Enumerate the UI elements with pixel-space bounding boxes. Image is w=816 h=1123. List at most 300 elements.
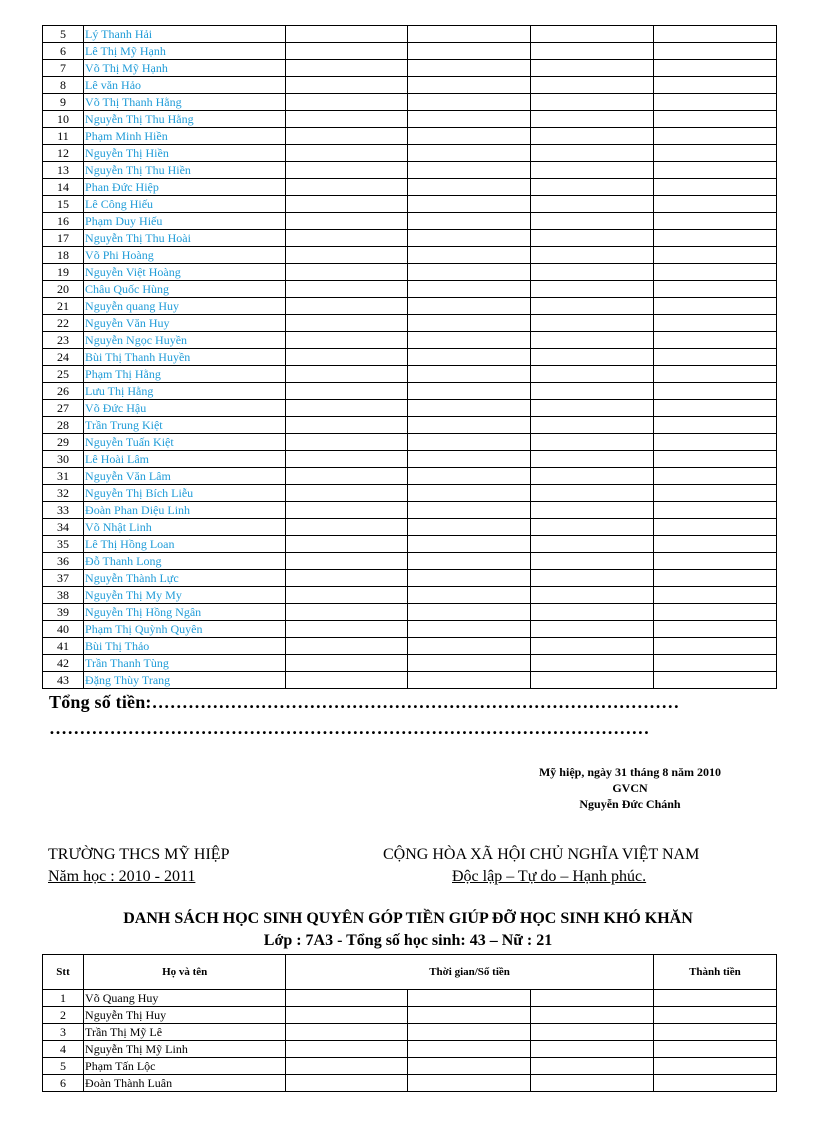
table-row: [43, 638, 777, 655]
row-amount-cell[interactable]: [530, 1041, 653, 1058]
row-amount-cell[interactable]: [286, 264, 408, 281]
row-amount-cell[interactable]: [530, 213, 653, 230]
row-stt: 28: [43, 417, 84, 434]
row-stt: 39: [43, 604, 84, 621]
row-stt: 23: [43, 332, 84, 349]
row-student-name: Nguyễn Thị Thu Hoài: [84, 230, 286, 247]
row-total-cell[interactable]: [653, 230, 776, 247]
row-amount-cell[interactable]: [286, 128, 408, 145]
table-row: [43, 230, 777, 247]
row-amount-cell[interactable]: [286, 111, 408, 128]
row-total-cell[interactable]: [653, 1058, 776, 1075]
row-amount-cell[interactable]: [530, 349, 653, 366]
row-student-name: Phan Đức Hiệp: [84, 179, 286, 196]
row-stt: 32: [43, 485, 84, 502]
row-student-name: Nguyễn Thị Thu Hằng: [84, 111, 286, 128]
row-total-cell[interactable]: [653, 655, 776, 672]
row-amount-cell[interactable]: [408, 383, 530, 400]
row-amount-cell[interactable]: [286, 94, 408, 111]
row-stt: 40: [43, 621, 84, 638]
row-student-name: Lê Công Hiếu: [84, 196, 286, 213]
row-student-name: Võ Thị Thanh Hằng: [84, 94, 286, 111]
row-amount-cell[interactable]: [286, 587, 408, 604]
row-total-cell[interactable]: [653, 43, 776, 60]
table-row: [43, 1075, 777, 1092]
row-student-name: Trần Thanh Tùng: [84, 655, 286, 672]
row-stt: 3: [43, 1024, 84, 1041]
row-amount-cell[interactable]: [286, 247, 408, 264]
row-stt: 38: [43, 587, 84, 604]
table-row: [43, 332, 777, 349]
row-amount-cell[interactable]: [286, 213, 408, 230]
table-row: [43, 179, 777, 196]
table-row: [43, 621, 777, 638]
row-stt: 43: [43, 672, 84, 689]
row-amount-cell[interactable]: [286, 417, 408, 434]
row-amount-cell[interactable]: [286, 298, 408, 315]
table-row: [43, 570, 777, 587]
row-amount-cell[interactable]: [530, 434, 653, 451]
row-amount-cell[interactable]: [530, 468, 653, 485]
row-amount-cell[interactable]: [286, 196, 408, 213]
row-amount-cell[interactable]: [408, 655, 530, 672]
row-amount-cell[interactable]: [286, 1075, 408, 1092]
table-row: [43, 655, 777, 672]
row-stt: 4: [43, 1041, 84, 1058]
row-amount-cell[interactable]: [530, 281, 653, 298]
row-amount-cell[interactable]: [286, 26, 408, 43]
total-amount-line: Tổng số tiền:……………………………………………………………………………: [49, 692, 680, 712]
row-amount-cell[interactable]: [286, 434, 408, 451]
row-amount-cell[interactable]: [530, 196, 653, 213]
row-amount-cell[interactable]: [408, 128, 530, 145]
row-amount-cell[interactable]: [286, 281, 408, 298]
row-amount-cell[interactable]: [286, 1024, 408, 1041]
row-amount-cell[interactable]: [286, 349, 408, 366]
row-amount-cell[interactable]: [408, 502, 530, 519]
row-stt: 36: [43, 553, 84, 570]
table-header-row: [43, 955, 777, 990]
row-total-cell[interactable]: [653, 111, 776, 128]
row-amount-cell[interactable]: [286, 179, 408, 196]
table-row: [43, 400, 777, 417]
student-list-table: [42, 954, 777, 1092]
row-amount-cell[interactable]: [286, 638, 408, 655]
table-row: [43, 196, 777, 213]
row-stt: 8: [43, 77, 84, 94]
row-amount-cell[interactable]: [530, 502, 653, 519]
row-amount-cell[interactable]: [286, 60, 408, 77]
table-row: [43, 247, 777, 264]
table-row: [43, 128, 777, 145]
row-amount-cell[interactable]: [408, 145, 530, 162]
row-amount-cell[interactable]: [530, 315, 653, 332]
row-total-cell[interactable]: [653, 451, 776, 468]
row-amount-cell[interactable]: [530, 77, 653, 94]
row-amount-cell[interactable]: [530, 230, 653, 247]
row-amount-cell[interactable]: [408, 434, 530, 451]
row-stt: 29: [43, 434, 84, 451]
row-amount-cell[interactable]: [408, 196, 530, 213]
row-student-name: Phạm Duy Hiếu: [84, 213, 286, 230]
row-total-cell[interactable]: [653, 1007, 776, 1024]
row-amount-cell[interactable]: [408, 60, 530, 77]
row-stt: 25: [43, 366, 84, 383]
row-total-cell[interactable]: [653, 281, 776, 298]
row-stt: 6: [43, 43, 84, 60]
table-row: [43, 990, 777, 1007]
table-row: [43, 1007, 777, 1024]
row-amount-cell[interactable]: [408, 485, 530, 502]
row-amount-cell[interactable]: [286, 145, 408, 162]
row-stt: 18: [43, 247, 84, 264]
row-amount-cell[interactable]: [408, 298, 530, 315]
column-header-time-money: Thời gian/Số tiền: [286, 955, 653, 990]
row-total-cell[interactable]: [653, 587, 776, 604]
row-student-name: Nguyễn Văn Huy: [84, 315, 286, 332]
row-total-cell[interactable]: [653, 672, 776, 689]
row-amount-cell[interactable]: [530, 638, 653, 655]
table-row: [43, 451, 777, 468]
row-amount-cell[interactable]: [286, 315, 408, 332]
row-amount-cell[interactable]: [530, 655, 653, 672]
row-amount-cell[interactable]: [408, 1007, 530, 1024]
row-student-name: Nguyễn Thị Bích Liễu: [84, 485, 286, 502]
row-student-name: Châu Quốc Hùng: [84, 281, 286, 298]
student-list-body: [43, 26, 777, 689]
row-amount-cell[interactable]: [408, 451, 530, 468]
row-amount-cell[interactable]: [286, 383, 408, 400]
row-total-cell[interactable]: [653, 485, 776, 502]
row-amount-cell[interactable]: [408, 281, 530, 298]
row-amount-cell[interactable]: [286, 604, 408, 621]
row-amount-cell[interactable]: [530, 587, 653, 604]
row-amount-cell[interactable]: [408, 468, 530, 485]
row-stt: 34: [43, 519, 84, 536]
row-amount-cell[interactable]: [408, 179, 530, 196]
row-total-cell[interactable]: [653, 604, 776, 621]
row-student-name: Nguyễn Ngọc Huyền: [84, 332, 286, 349]
row-total-cell[interactable]: [653, 1024, 776, 1041]
table-row: [43, 417, 777, 434]
row-amount-cell[interactable]: [530, 1007, 653, 1024]
row-student-name: Võ Thị Mỹ Hạnh: [84, 60, 286, 77]
row-amount-cell[interactable]: [408, 94, 530, 111]
row-amount-cell[interactable]: [286, 621, 408, 638]
row-total-cell[interactable]: [653, 990, 776, 1007]
row-stt: 27: [43, 400, 84, 417]
row-amount-cell[interactable]: [286, 77, 408, 94]
row-stt: 11: [43, 128, 84, 145]
row-total-cell[interactable]: [653, 621, 776, 638]
row-total-cell[interactable]: [653, 247, 776, 264]
row-student-name: Võ Phi Hoàng: [84, 247, 286, 264]
row-student-name: Đặng Thùy Trang: [84, 672, 286, 689]
row-amount-cell[interactable]: [530, 298, 653, 315]
table-row: [43, 26, 777, 43]
row-amount-cell[interactable]: [408, 1058, 530, 1075]
row-amount-cell[interactable]: [530, 400, 653, 417]
column-header-name: Họ và tên: [84, 955, 286, 990]
row-student-name: Phạm Thị Hằng: [84, 366, 286, 383]
document-title: DANH SÁCH HỌC SINH QUYÊN GÓP TIỀN GIÚP ĐỠ HỌC SINH KHÓ KHĂN: [123, 910, 693, 927]
row-stt: 5: [43, 1058, 84, 1075]
row-amount-cell[interactable]: [530, 536, 653, 553]
row-amount-cell[interactable]: [408, 536, 530, 553]
row-amount-cell[interactable]: [408, 519, 530, 536]
row-stt: 5: [43, 26, 84, 43]
row-stt: 9: [43, 94, 84, 111]
row-amount-cell[interactable]: [286, 451, 408, 468]
row-stt: 42: [43, 655, 84, 672]
row-amount-cell[interactable]: [408, 26, 530, 43]
row-amount-cell[interactable]: [408, 400, 530, 417]
row-amount-cell[interactable]: [530, 417, 653, 434]
row-total-cell[interactable]: [653, 332, 776, 349]
row-student-name: Nguyễn Thị Mỹ Linh: [84, 1041, 286, 1058]
row-amount-cell[interactable]: [286, 1041, 408, 1058]
row-amount-cell[interactable]: [530, 383, 653, 400]
row-total-cell[interactable]: [653, 26, 776, 43]
row-student-name: Lê Hoài Lâm: [84, 451, 286, 468]
row-amount-cell[interactable]: [286, 485, 408, 502]
row-amount-cell[interactable]: [408, 417, 530, 434]
row-stt: 37: [43, 570, 84, 587]
row-stt: 12: [43, 145, 84, 162]
row-amount-cell[interactable]: [408, 264, 530, 281]
row-total-cell[interactable]: [653, 434, 776, 451]
row-student-name: Đoàn Thành Luân: [84, 1075, 286, 1092]
row-stt: 33: [43, 502, 84, 519]
row-amount-cell[interactable]: [530, 145, 653, 162]
row-total-cell[interactable]: [653, 1075, 776, 1092]
row-amount-cell[interactable]: [408, 332, 530, 349]
row-amount-cell[interactable]: [408, 43, 530, 60]
row-amount-cell[interactable]: [286, 536, 408, 553]
row-amount-cell[interactable]: [408, 587, 530, 604]
row-amount-cell[interactable]: [286, 230, 408, 247]
table-row: [43, 587, 777, 604]
row-student-name: Lý Thanh Hải: [84, 26, 286, 43]
row-total-cell[interactable]: [653, 570, 776, 587]
row-student-name: Đoàn Phan Diệu Linh: [84, 502, 286, 519]
row-total-cell[interactable]: [653, 553, 776, 570]
row-total-cell[interactable]: [653, 638, 776, 655]
row-stt: 30: [43, 451, 84, 468]
row-amount-cell[interactable]: [408, 553, 530, 570]
row-total-cell[interactable]: [653, 298, 776, 315]
row-amount-cell[interactable]: [408, 366, 530, 383]
row-student-name: Nguyễn Thành Lực: [84, 570, 286, 587]
row-amount-cell[interactable]: [286, 366, 408, 383]
row-stt: 17: [43, 230, 84, 247]
row-amount-cell[interactable]: [530, 485, 653, 502]
table-row: [43, 536, 777, 553]
row-student-name: Nguyễn Thị Hồng Ngân: [84, 604, 286, 621]
row-amount-cell[interactable]: [530, 451, 653, 468]
row-total-cell[interactable]: [653, 179, 776, 196]
row-total-cell[interactable]: [653, 502, 776, 519]
row-student-name: Võ Quang Huy: [84, 990, 286, 1007]
row-amount-cell[interactable]: [530, 553, 653, 570]
row-student-name: Nguyễn Văn Lâm: [84, 468, 286, 485]
row-amount-cell[interactable]: [286, 502, 408, 519]
table-row: [43, 94, 777, 111]
table-row: [43, 145, 777, 162]
row-student-name: Nguyễn Thị Huy: [84, 1007, 286, 1024]
row-amount-cell[interactable]: [530, 26, 653, 43]
row-amount-cell[interactable]: [286, 672, 408, 689]
document-subtitle: Lớp : 7A3 - Tổng số học sinh: 43 – Nữ : 21: [263, 932, 553, 949]
row-amount-cell[interactable]: [286, 468, 408, 485]
table-row: [43, 1041, 777, 1058]
row-stt: 10: [43, 111, 84, 128]
row-amount-cell[interactable]: [530, 1058, 653, 1075]
row-student-name: Lê Thị Hồng Loan: [84, 536, 286, 553]
row-amount-cell[interactable]: [530, 990, 653, 1007]
row-student-name: Nguyễn Việt Hoàng: [84, 264, 286, 281]
row-student-name: Phạm Tấn Lộc: [84, 1058, 286, 1075]
row-amount-cell[interactable]: [408, 621, 530, 638]
row-amount-cell[interactable]: [530, 604, 653, 621]
row-total-cell[interactable]: [653, 264, 776, 281]
table-row: [43, 60, 777, 77]
row-amount-cell[interactable]: [530, 94, 653, 111]
row-total-cell[interactable]: [653, 536, 776, 553]
row-amount-cell[interactable]: [408, 1024, 530, 1041]
row-amount-cell[interactable]: [530, 111, 653, 128]
row-amount-cell[interactable]: [408, 604, 530, 621]
row-amount-cell[interactable]: [530, 264, 653, 281]
row-amount-cell[interactable]: [408, 315, 530, 332]
row-stt: 13: [43, 162, 84, 179]
row-amount-cell[interactable]: [408, 1041, 530, 1058]
table-row: [43, 434, 777, 451]
row-amount-cell[interactable]: [408, 1075, 530, 1092]
table-row: [43, 315, 777, 332]
national-motto: Độc lập – Tự do – Hạnh phúc.: [452, 868, 647, 885]
row-stt: 15: [43, 196, 84, 213]
row-amount-cell[interactable]: [530, 179, 653, 196]
table-row: [43, 519, 777, 536]
row-amount-cell[interactable]: [530, 60, 653, 77]
row-amount-cell[interactable]: [530, 366, 653, 383]
row-amount-cell[interactable]: [286, 655, 408, 672]
row-total-cell[interactable]: [653, 1041, 776, 1058]
row-total-cell[interactable]: [653, 213, 776, 230]
row-amount-cell[interactable]: [286, 1058, 408, 1075]
row-stt: 41: [43, 638, 84, 655]
row-total-cell[interactable]: [653, 468, 776, 485]
signature-role: GVCN: [612, 781, 648, 795]
row-amount-cell[interactable]: [286, 519, 408, 536]
row-amount-cell[interactable]: [530, 570, 653, 587]
row-amount-cell[interactable]: [408, 990, 530, 1007]
row-amount-cell[interactable]: [530, 519, 653, 536]
row-amount-cell[interactable]: [408, 77, 530, 94]
row-total-cell[interactable]: [653, 519, 776, 536]
row-amount-cell[interactable]: [530, 1075, 653, 1092]
row-amount-cell[interactable]: [530, 672, 653, 689]
row-student-name: Bùi Thị Thanh Huyền: [84, 349, 286, 366]
row-amount-cell[interactable]: [286, 553, 408, 570]
student-list-table-continued: [42, 25, 777, 689]
row-total-cell[interactable]: [653, 162, 776, 179]
row-amount-cell[interactable]: [286, 570, 408, 587]
row-amount-cell[interactable]: [286, 1007, 408, 1024]
row-stt: 2: [43, 1007, 84, 1024]
row-total-cell[interactable]: [653, 315, 776, 332]
row-student-name: Bùi Thị Thảo: [84, 638, 286, 655]
row-total-cell[interactable]: [653, 145, 776, 162]
row-amount-cell[interactable]: [530, 332, 653, 349]
table-row: [43, 604, 777, 621]
row-total-cell[interactable]: [653, 196, 776, 213]
row-total-cell[interactable]: [653, 383, 776, 400]
signature-name: Nguyễn Đức Chánh: [579, 797, 681, 811]
row-amount-cell[interactable]: [530, 43, 653, 60]
row-amount-cell[interactable]: [286, 400, 408, 417]
row-student-name: Trần Thị Mỹ Lê: [84, 1024, 286, 1041]
row-stt: 22: [43, 315, 84, 332]
student-list-body-start: [43, 990, 777, 1092]
row-amount-cell[interactable]: [530, 247, 653, 264]
row-total-cell[interactable]: [653, 60, 776, 77]
row-amount-cell[interactable]: [408, 213, 530, 230]
row-amount-cell[interactable]: [408, 672, 530, 689]
row-total-cell[interactable]: [653, 349, 776, 366]
table-row: [43, 298, 777, 315]
row-amount-cell[interactable]: [408, 162, 530, 179]
row-amount-cell[interactable]: [286, 332, 408, 349]
row-amount-cell[interactable]: [286, 162, 408, 179]
row-amount-cell[interactable]: [408, 638, 530, 655]
row-total-cell[interactable]: [653, 400, 776, 417]
row-total-cell[interactable]: [653, 77, 776, 94]
table-row: [43, 383, 777, 400]
table-row: [43, 281, 777, 298]
row-stt: 1: [43, 990, 84, 1007]
row-total-cell[interactable]: [653, 128, 776, 145]
row-amount-cell[interactable]: [408, 349, 530, 366]
row-amount-cell[interactable]: [530, 128, 653, 145]
table-row: [43, 485, 777, 502]
row-amount-cell[interactable]: [408, 230, 530, 247]
row-amount-cell[interactable]: [530, 162, 653, 179]
row-amount-cell[interactable]: [408, 247, 530, 264]
row-student-name: Nguyễn quang Huy: [84, 298, 286, 315]
national-title: CỘNG HÒA XÃ HỘI CHỦ NGHĨA VIỆT NAM: [383, 846, 700, 863]
row-total-cell[interactable]: [653, 366, 776, 383]
row-amount-cell[interactable]: [530, 1024, 653, 1041]
row-total-cell[interactable]: [653, 94, 776, 111]
dotted-fill-line: ………………………………………………………………………………………: [49, 718, 650, 738]
row-stt: 35: [43, 536, 84, 553]
row-amount-cell[interactable]: [286, 990, 408, 1007]
table-row: [43, 43, 777, 60]
row-amount-cell[interactable]: [286, 43, 408, 60]
row-amount-cell[interactable]: [530, 621, 653, 638]
column-header-stt: Stt: [43, 955, 84, 990]
table-row: [43, 111, 777, 128]
row-amount-cell[interactable]: [408, 111, 530, 128]
row-total-cell[interactable]: [653, 417, 776, 434]
row-stt: 19: [43, 264, 84, 281]
row-amount-cell[interactable]: [408, 570, 530, 587]
school-year: Năm học : 2010 - 2011: [48, 868, 196, 885]
row-student-name: Võ Đức Hậu: [84, 400, 286, 417]
row-student-name: Phạm Thị Quỳnh Quyên: [84, 621, 286, 638]
